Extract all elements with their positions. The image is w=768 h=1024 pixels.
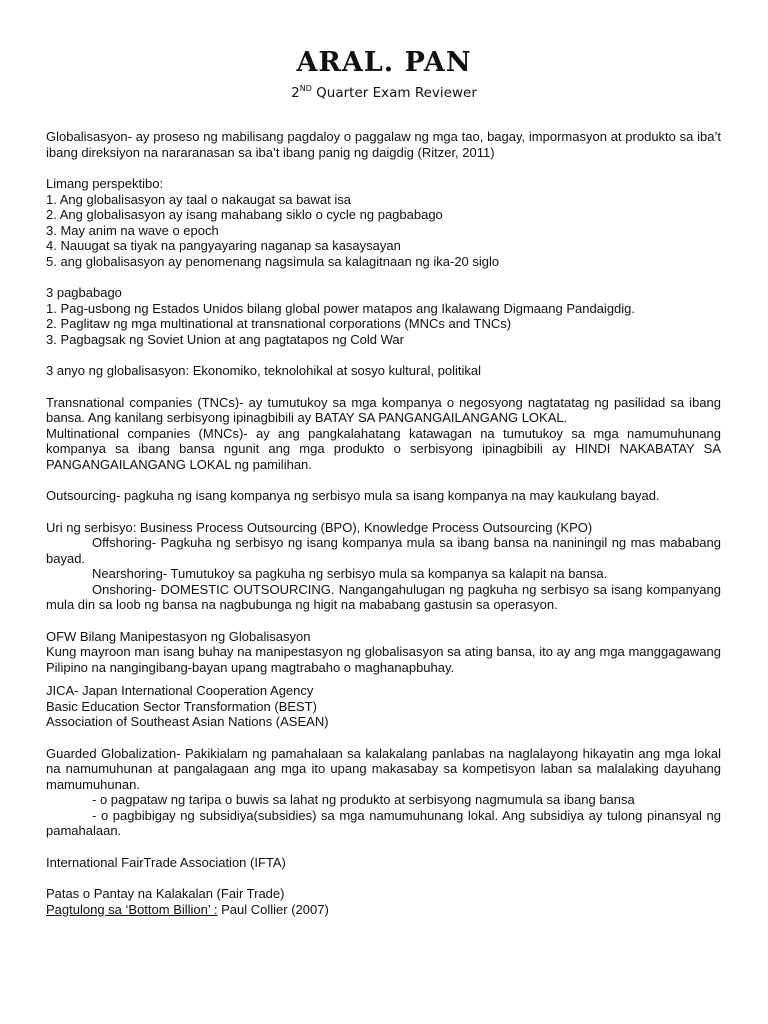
- list-item: 1. Ang globalisasyon ay taal o nakaugat sa bawat isa: [46, 191, 351, 207]
- list-item: 2. Paglitaw ng mga multinational at transnational corporations (MNCs and TNCs): [46, 316, 512, 331]
- tnc-paragraph: Transnational companies (TNCs)- ay tumutukoy sa mga kompanya o negosyong nagtatatag ng pasilidad sa ibang bansa. Ang kanilang serbisyong ipinagbibili ay BATAY SA PANGANGAILANGANG LOKAL.: [46, 394, 721, 425]
- spacer: [46, 472, 721, 488]
- spacer: [46, 269, 721, 285]
- spacer: [46, 870, 721, 886]
- pagbabago-heading: 3 pagbabago: [46, 285, 122, 300]
- list-item: 2. Ang globalisasyon ay isang mahabang siklo o cycle ng pagbabago: [46, 207, 443, 222]
- bottom-billion-line: [46, 902, 721, 918]
- list-item: 3. May anim na wave o epoch: [46, 222, 219, 238]
- ofw-heading: OFW Bilang Manipestasyon ng Globalisasyon: [46, 628, 311, 644]
- subtitle-text: Quarter Exam Reviewer: [311, 85, 477, 101]
- nearshoring-paragraph: Nearshoring- Tumutukoy sa pagkuha ng serbisyo mula sa kompanya sa kalapit na bansa.: [92, 566, 608, 581]
- fairtrade-line: Patas o Pantay na Kalakalan (Fair Trade): [46, 886, 285, 901]
- perspektibo-heading: Limang perspektibo:: [46, 176, 164, 191]
- subtitle-number: 2: [291, 85, 300, 101]
- list-item: 5. ang globalisasyon ay penomenang nagsimula sa kalagitnaan ng ika-20 siglo: [46, 253, 500, 269]
- guarded-point-1: - o pagpataw ng taripa o buwis sa lahat ng produkto at serbisyong nagmumula sa ibang bansa: [92, 792, 635, 807]
- globalisasyon-definition: Globalisasyon- ay proseso ng mabilisang pagdaloy o paggalaw ng mga tao, bagay, impormasyon at produkto sa iba’t ibang direksiyon na nararanasan sa iba’t ibang panig ng daigdig (Ritzer, 2011): [46, 129, 721, 160]
- list-item: 1. Pag-usbong ng Estados Unidos bilang global power matapos ang Ikalawang Digmaang Pandaigdig.: [46, 300, 636, 316]
- document-subtitle: [0, 80, 768, 102]
- spacer: [46, 504, 721, 520]
- onshoring-paragraph: Onshoring- DOMESTIC OUTSOURCING. Nangangahulugan ng pagkuha ng serbisyo sa isang kompanyang mula din sa loob ng bansa na nagbubunga ng higit na mababang gastusin sa operasyon.: [46, 581, 721, 612]
- document-title: ARAL. PAN: [296, 47, 472, 78]
- spacer: [46, 730, 721, 746]
- anyo-paragraph: 3 anyo ng globalisasyon: Ekonomiko, teknolohikal at sosyo kultural, politikal: [46, 363, 482, 378]
- spacer: [46, 613, 721, 629]
- best-line: Basic Education Sector Transformation (BEST): [46, 698, 317, 714]
- mnc-paragraph: Multinational companies (MNCs)- ay ang pangkalahatang katawagan na tumutukoy sa mga namumuhunang kompanya sa ibang bansa ngunit ang mga produkto o serbisyong ipinagbibili ay HINDI NAKABATAY SA PANGANGAILANGANG LOKAL ng pamilihan.: [46, 425, 721, 472]
- offshoring-paragraph: Offshoring- Pagkuha ng serbisyo ng isang kompanya mula sa ibang bansa na naniningil ng mas mababang bayad.: [46, 535, 721, 566]
- bottom-billion-label: Pagtulong sa ‘Bottom Billion’ :: [46, 901, 218, 917]
- subtitle-ordinal: ND: [299, 84, 312, 93]
- jica-line: JICA- Japan International Cooperation Agency: [46, 683, 314, 698]
- asean-line: Association of Southeast Asian Nations (ASEAN): [46, 714, 329, 729]
- guarded-point-2: - o pagbibigay ng subsidiya(subsidies) sa mga namumuhunang lokal. Ang subsidiya ay tulong pinansyal ng pamahalaan.: [46, 807, 721, 838]
- spacer: [46, 839, 721, 855]
- spacer: [46, 160, 721, 176]
- document-body: [46, 129, 721, 917]
- spacer: [46, 347, 721, 363]
- list-item: 4. Nauugat sa tiyak na pangyayaring naganap sa kasaysayan: [46, 238, 401, 253]
- uri-paragraph: Uri ng serbisyo: Business Process Outsourcing (BPO), Knowledge Process Outsourcing (KPO): [46, 519, 593, 535]
- bottom-billion-author: Paul Collier (2007): [217, 901, 329, 917]
- ifta-line: International FairTrade Association (IFTA): [46, 854, 286, 870]
- outsourcing-paragraph: Outsourcing- pagkuha ng isang kompanya ng serbisyo mula sa isang kompanya na may kaukulang bayad.: [46, 488, 660, 503]
- spacer: [46, 379, 721, 395]
- ofw-paragraph: Kung mayroon man isang buhay na manipestasyon ng globalisasyon sa ating bansa, ito ay ang mga manggagawang Pilipino na nangingibang-bayan upang magtrabaho o maghanapbuhay.: [46, 644, 721, 675]
- list-item: 3. Pagbagsak ng Soviet Union at ang pagtatapos ng Cold War: [46, 331, 404, 347]
- spacer: [46, 675, 721, 683]
- guarded-paragraph: Guarded Globalization- Pakikialam ng pamahalaan sa kalakalang panlabas na naglalayong hikayatin ang mga lokal na namumuhunan at pangalagaan ang mga ito upang makasabay sa kompetisyon laban sa malalaking dayuhang mamumuhunan.: [46, 745, 721, 792]
